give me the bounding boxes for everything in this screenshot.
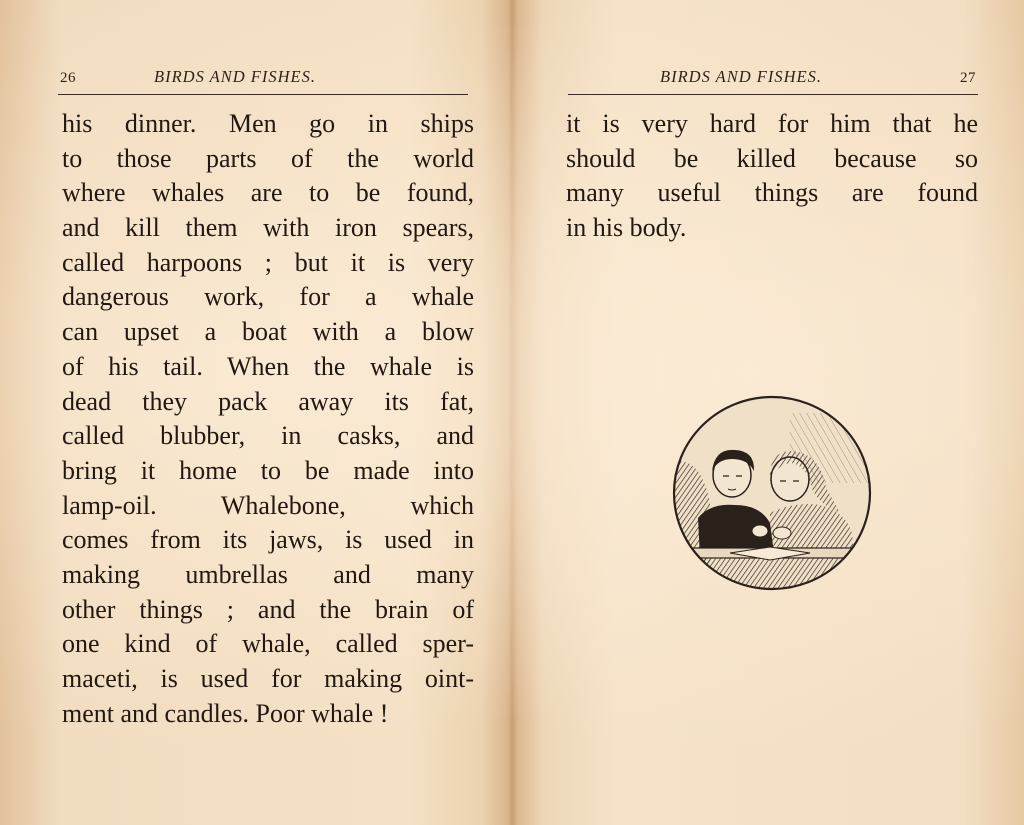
- text-line: one kind of whale, called sper-: [62, 629, 474, 659]
- text-line: in his body.: [566, 213, 687, 243]
- left-running-head: [58, 64, 468, 95]
- right-running-head: [568, 64, 978, 95]
- children-reading-engraving: [670, 393, 874, 593]
- right-running-head-title: BIRDS AND FISHES.: [660, 67, 822, 86]
- text-line: of his tail. When the whale is: [62, 351, 474, 381]
- text-line: lamp-oil. Whalebone, which: [62, 490, 474, 520]
- text-line: and kill them with iron spears,: [62, 213, 474, 243]
- right-page: [512, 0, 1024, 825]
- text-line: called harpoons ; but it is very: [62, 247, 474, 277]
- right-page-text: [566, 107, 978, 246]
- children-reading-illustration: [670, 393, 874, 593]
- text-line: bring it home to be made into: [62, 455, 474, 485]
- left-running-head-title: BIRDS AND FISHES.: [154, 67, 316, 86]
- left-page-text: [62, 107, 474, 731]
- text-line: to those parts of the world: [62, 143, 474, 173]
- right-page-number: 27: [960, 70, 976, 86]
- text-line: ment and candles. Poor whale !: [62, 698, 389, 728]
- text-line: should be killed because so: [566, 143, 978, 173]
- text-line: dangerous work, for a whale: [62, 282, 474, 312]
- text-line: can upset a boat with a blow: [62, 317, 474, 347]
- text-line: many useful things are found: [566, 178, 978, 208]
- text-line: making umbrellas and many: [62, 559, 474, 589]
- text-line: other things ; and the brain of: [62, 594, 474, 624]
- left-page-number: 26: [60, 70, 76, 86]
- text-line: comes from its jaws, is used in: [62, 525, 474, 555]
- text-line: called blubber, in casks, and: [62, 421, 474, 451]
- text-line: maceti, is used for making oint-: [62, 664, 474, 693]
- text-line: where whales are to be found,: [62, 178, 474, 208]
- text-line: it is very hard for him that he: [566, 109, 978, 138]
- text-line: his dinner. Men go in ships: [62, 109, 474, 138]
- text-line: dead they pack away its fat,: [62, 386, 474, 416]
